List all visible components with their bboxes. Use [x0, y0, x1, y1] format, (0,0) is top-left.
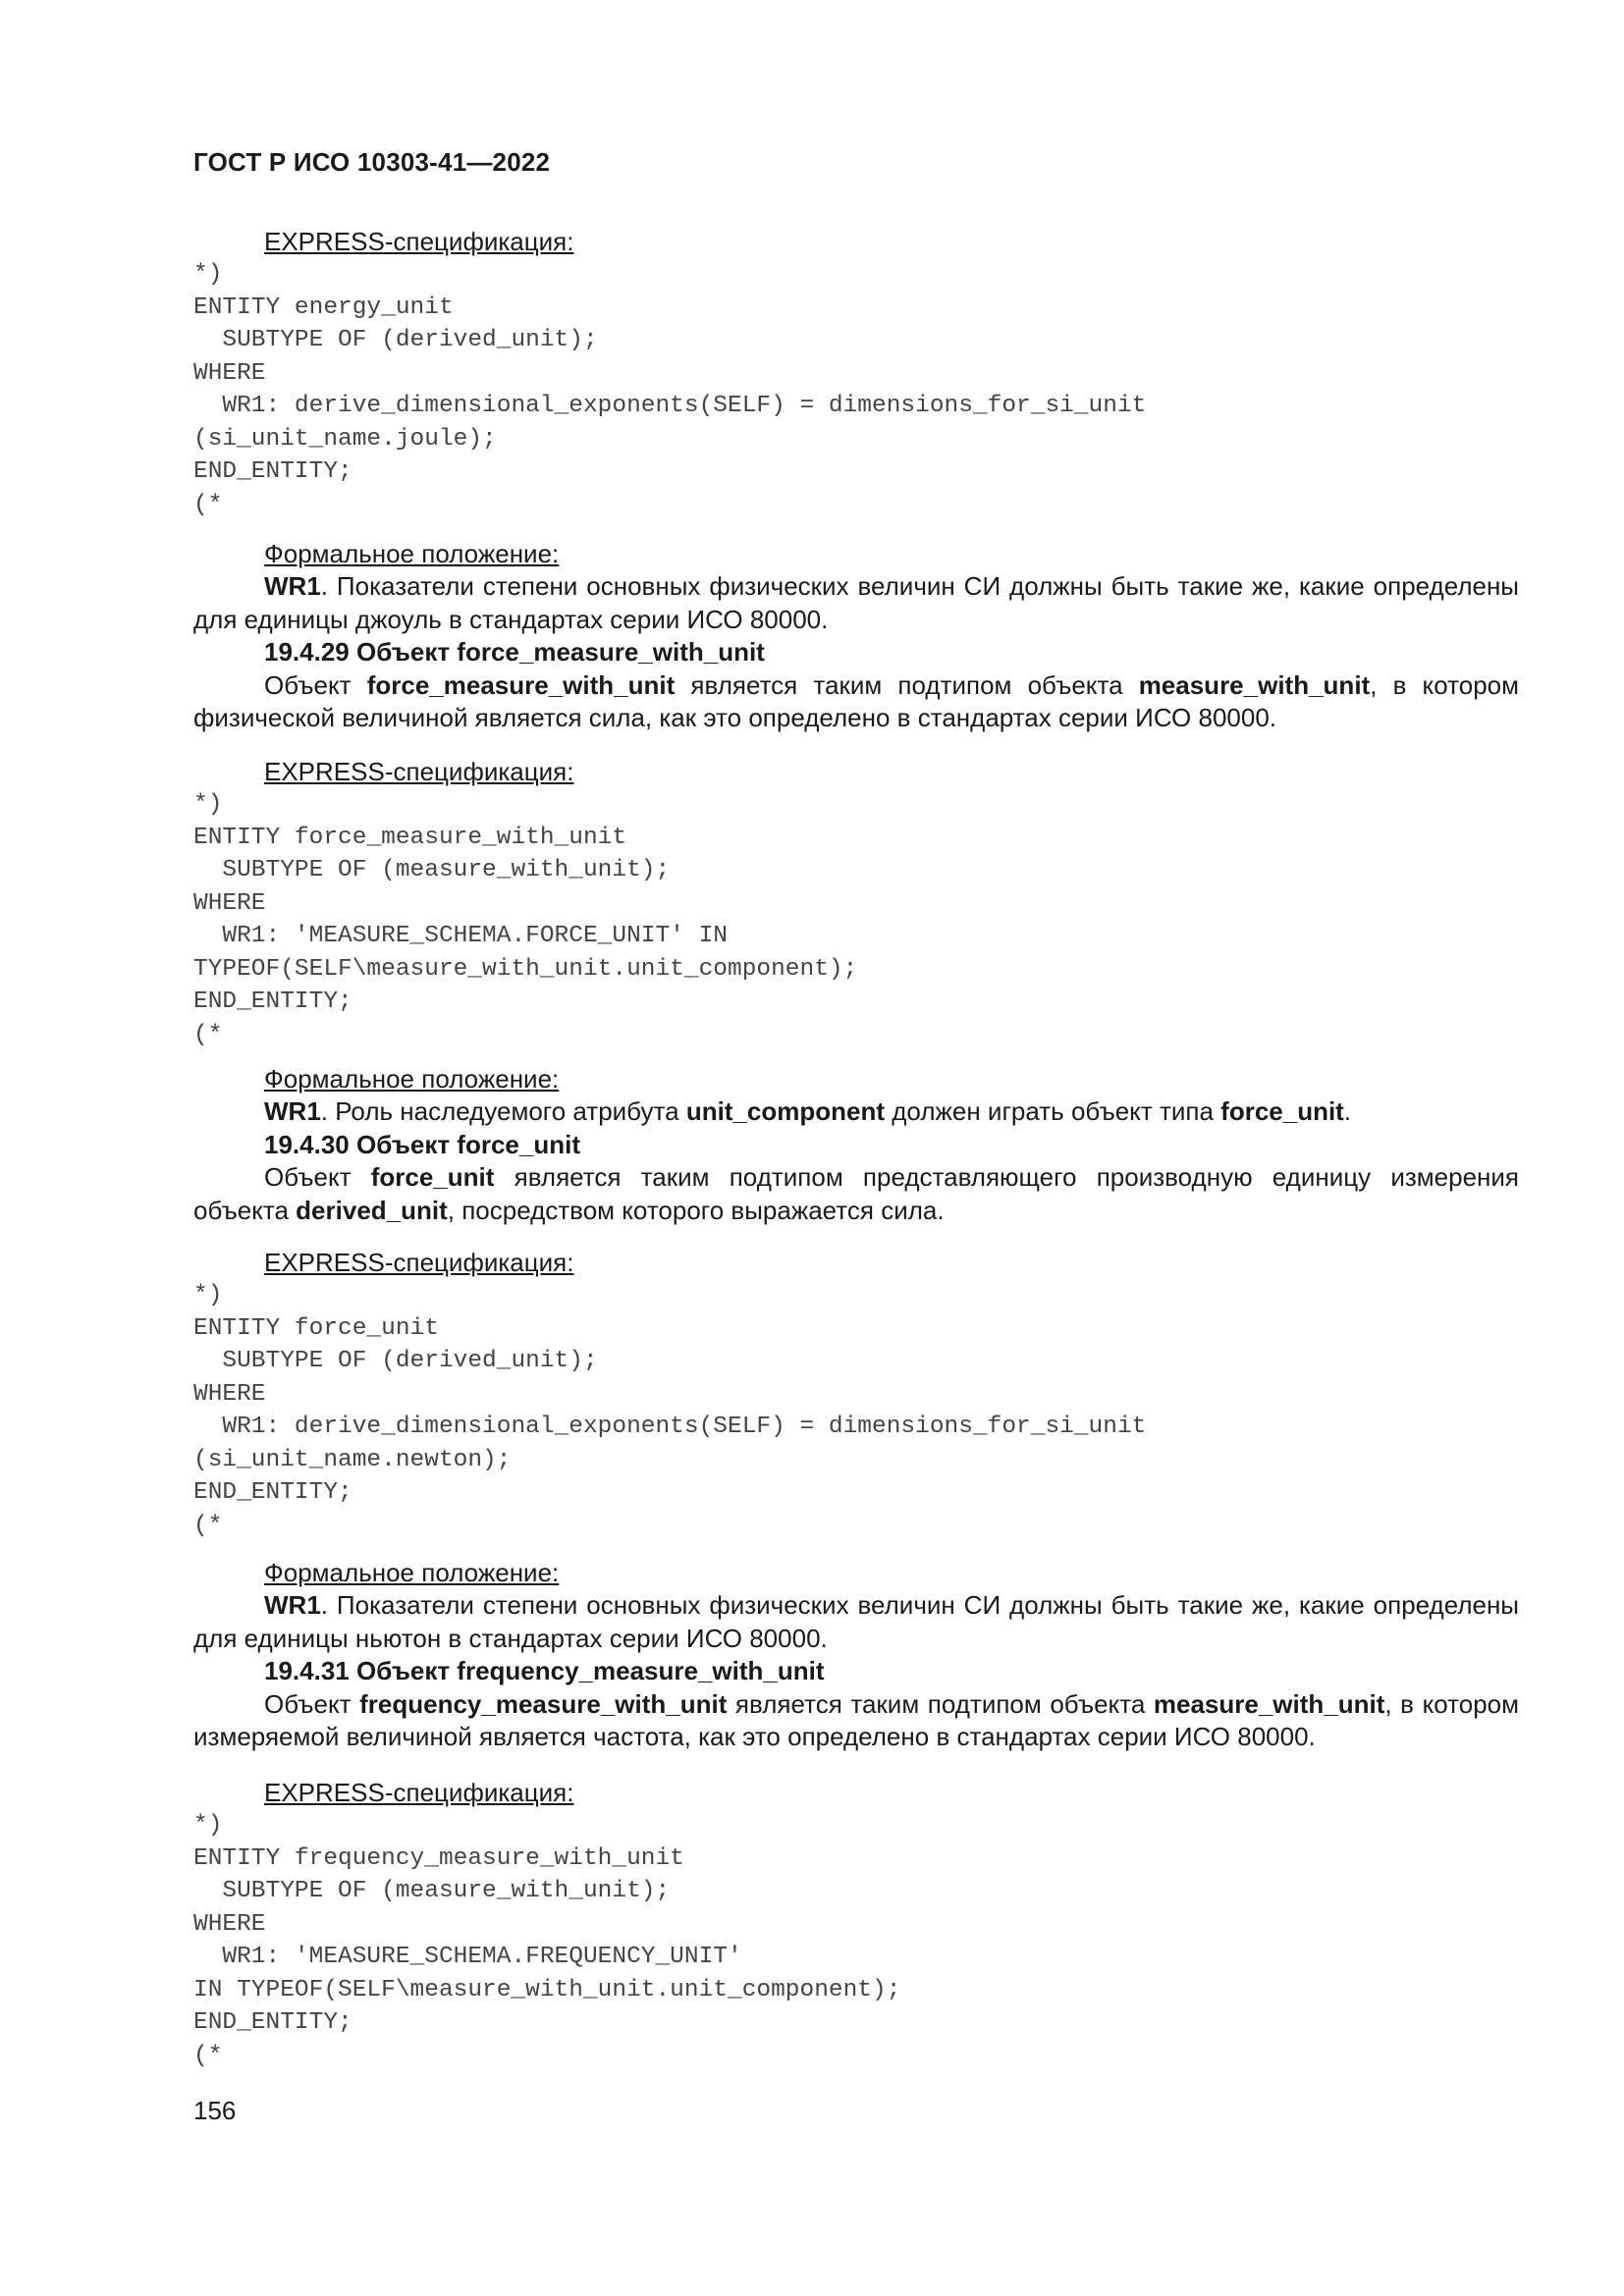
formal-statement-label: Формальное положение: [264, 1064, 560, 1094]
express-code-frequency-measure: *) ENTITY frequency_measure_with_unit SUBTYPE OF (measure_with_unit); WHERE WR1: 'MEASURE_SCHEMA.FREQUENCY_UNIT' IN TYPEOF(SELF\measure_with_unit.unit_component); END_ENTITY; (* [193, 1812, 901, 2069]
express-code-force-measure: *) ENTITY force_measure_with_unit SUBTYPE OF (measure_with_unit); WHERE WR1: 'MEASURE_SCHEMA.FORCE_UNIT' IN TYPEOF(SELF\measure_with_unit.unit_component); END_ENTITY; (* [193, 791, 858, 1048]
express-spec-label: EXPRESS-спецификация: [264, 227, 574, 256]
section-heading-19-4-29: 19.4.29 Объект force_measure_with_unit [264, 637, 765, 667]
section-description-19-4-30: Объект force_unit является таким подтипом представляющего производную единицу измерения объекта derived_unit, посредством которого выражается сила. [193, 1162, 1519, 1225]
express-code-energy-unit: *) ENTITY energy_unit SUBTYPE OF (derived_unit); WHERE WR1: derive_dimensional_exponents(SELF) = dimensions_for_si_unit (si_unit_name.joule); END_ENTITY; (* [193, 261, 1147, 518]
page-number: 156 [193, 2096, 237, 2125]
section-heading-19-4-31: 19.4.31 Объект frequency_measure_with_unit [264, 1656, 825, 1685]
section-description-19-4-31: Объект frequency_measure_with_unit является таким подтипом объекта measure_with_unit, в котором измеряемой величиной является частота, как это определено в стандартах серии ИСО 80000. [193, 1688, 1519, 1751]
force-unit-formal-block [193, 1557, 1519, 1754]
document-header: ГОСТ Р ИСО 10303-41—2022 [193, 147, 551, 177]
force-measure-block [193, 756, 1519, 1051]
energy-unit-block [193, 226, 1519, 521]
force-measure-formal-block [193, 1063, 1519, 1227]
energy-unit-formal-block [193, 538, 1519, 735]
formal-statement-wr1: WR1. Роль наследуемого атрибута unit_component должен играть объект типа force_unit. [264, 1096, 1352, 1126]
express-spec-label: EXPRESS-спецификация: [264, 1778, 574, 1807]
force-unit-block [193, 1247, 1519, 1542]
formal-statement-label: Формальное положение: [264, 1558, 560, 1587]
express-spec-label: EXPRESS-спецификация: [264, 757, 574, 786]
formal-statement-wr1: WR1. Показатели степени основных физических величин СИ должны быть такие же, какие определены для единицы ньютон в стандартах серии ИСО 80000. [193, 1590, 1519, 1653]
express-spec-label: EXPRESS-спецификация: [264, 1248, 574, 1277]
formal-statement-label: Формальное положение: [264, 539, 560, 568]
formal-statement-wr1: WR1. Показатели степени основных физических величин СИ должны быть такие же, какие определены для единицы джоуль в стандартах серии ИСО 80000. [193, 571, 1519, 634]
express-code-force-unit: *) ENTITY force_unit SUBTYPE OF (derived_unit); WHERE WR1: derive_dimensional_exponents(SELF) = dimensions_for_si_unit (si_unit_name.newton); END_ENTITY; (* [193, 1282, 1147, 1539]
section-heading-19-4-30: 19.4.30 Объект force_unit [264, 1129, 580, 1159]
frequency-measure-block [193, 1777, 1519, 2072]
section-description-19-4-29: Объект force_measure_with_unit является таким подтипом объекта measure_with_unit, в котором физической величиной является сила, как это определено в стандартах серии ИСО 80000. [193, 669, 1519, 732]
